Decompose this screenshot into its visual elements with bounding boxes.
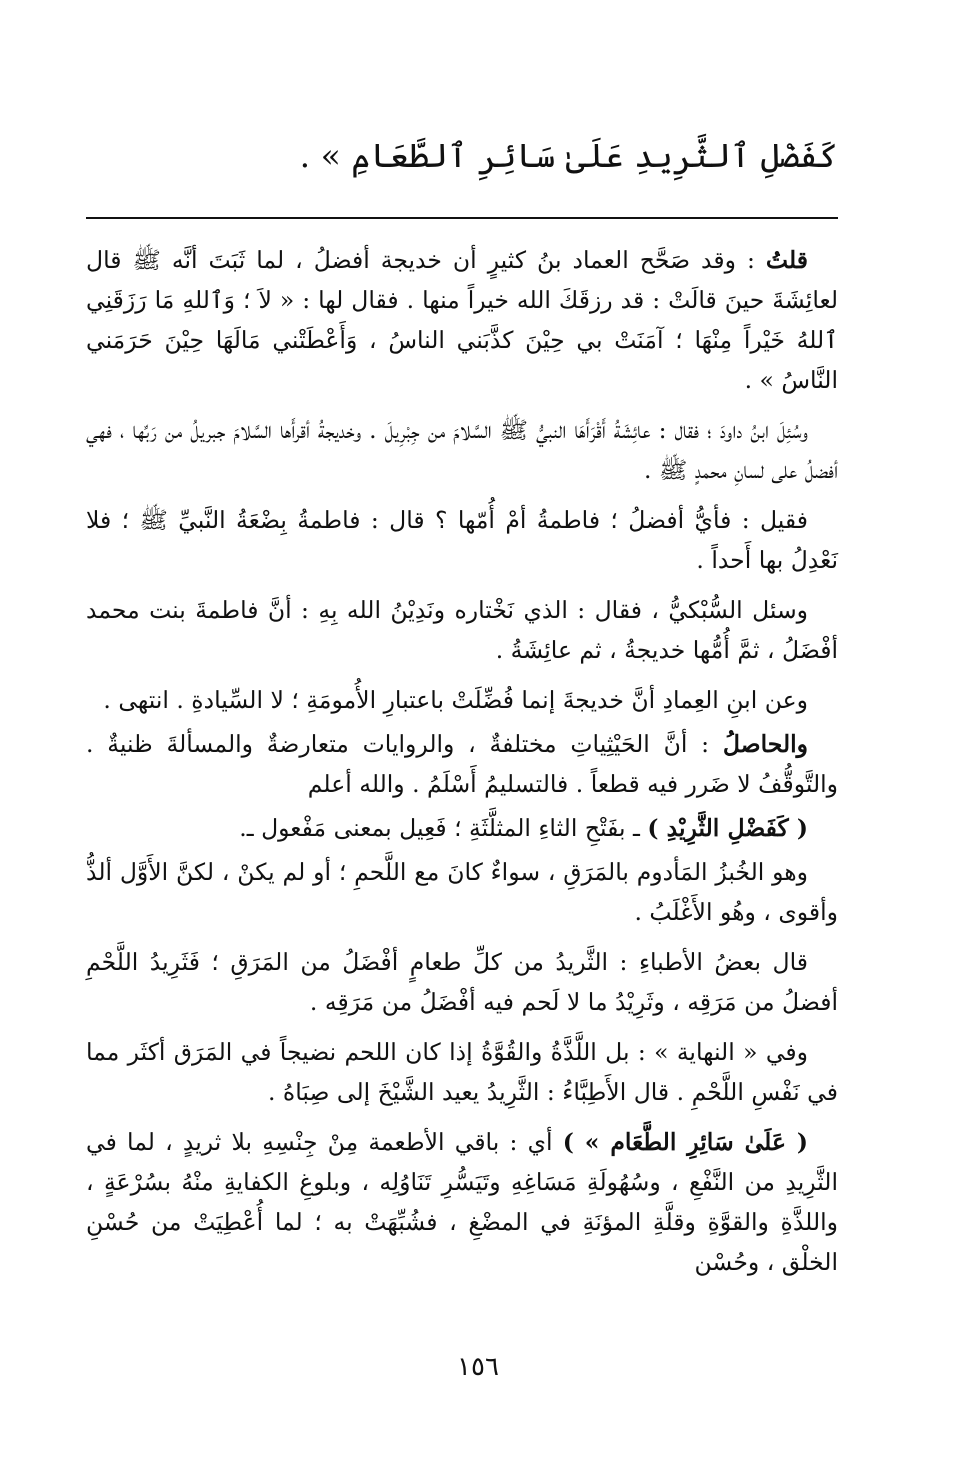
paragraph-text: وفي « النهاية » : بل اللَّذَّةُ والقُوَّةُ إذا كان اللحم نضيجاً في المَرَق أكثَر مما في نَفْسِ اللَّحْمِ . قال الأَطِبَّاءُ : الثَّرِيدُ يعيد الشَّيْخَ إلى صِبَاهُ .	[86, 1038, 838, 1106]
commentary-paragraph	[86, 808, 838, 848]
commentary-paragraph	[86, 410, 838, 490]
commentary-section	[86, 240, 838, 1292]
commentary-paragraph	[86, 942, 838, 1022]
paragraph-lead: ( كَفَضْلِ الثَّرِيْدِ )	[647, 814, 808, 842]
paragraph-text: وعن ابنِ العِمادِ أنَّ خديجةَ إنما فُضِّلَتْ باعتبارِ الأُمومَةِ ؛ لا السِّيادةِ . انتهى .	[103, 686, 808, 714]
paragraph-lead: قلتُ	[765, 246, 808, 274]
paragraph-text: وسئل السُّبْكيُّ ، فقال : الذي نَخْتاره ونَدِيْنُ الله بِهِ : أنَّ فاطمةَ بنت محمد أفْضَلُ ، ثمَّ أُمُّها خديجةُ ، ثم عائِشَةُ .	[86, 596, 838, 664]
paragraph-text: : أنَّ الحَيْثِياتِ مختلفةٌ ، والروايات متعارضةٌ والمسألةَ ظنيةٌ . والتَّوقُّفُ لا ضَرر فيه قطعاً . فالتسليمُ أَسْلَمُ . والله أعلم	[86, 730, 838, 798]
footnote-separator-rule	[86, 217, 838, 219]
paragraph-text: : وقد صَحَّح العماد بنُ كثيرٍ أن خديجة أفضلُ ، لما ثَبَتَ أنَّه ﷺ قال لعائِشَةَ حينَ قالَتْ : قد رزقَكَ الله خيراً منها . فقال لها : « لاَ ؛ وَٱللهِ مَا رَزَقَنِي ٱللهُ خَيْراً مِنْهَا ؛ آمَنَتْ بي حِيْنَ كذَّبَني الناسُ ، وَأَعْطَتْني مَالَهَا حِيْنَ حَرَمَني النَّاسُ » .	[86, 246, 838, 394]
commentary-paragraph	[86, 240, 838, 400]
commentary-paragraph	[86, 590, 838, 670]
commentary-paragraph	[86, 680, 838, 720]
commentary-paragraph	[86, 724, 838, 804]
paragraph-text: فقيل : فأيُّ أفضلُ ؛ فاطمةُ أمْ أُمّها ؟ قال : فاطمةُ بِضْعَةُ النَّبيِّ ﷺ ؛ فلا نَعْدِلُ بها أَحداً .	[86, 506, 838, 574]
page-number: ١٥٦	[457, 1352, 499, 1382]
paragraph-text: وهو الخُبزُ المَأدوم بالمَرَقِ ، سواءٌ كانَ مع اللَّحمِ ؛ أو لم يكنْ ، لكنَّ الأَوَّل ألذُّ وأقوى ، وهُو الأَغْلَبُ .	[86, 858, 838, 926]
paragraph-text: ـ بفَتْحِ الثاءِ المثلَّثَةِ ؛ فَعِيل بمعنى مَفْعول ـ.	[239, 814, 648, 842]
commentary-paragraph	[86, 1122, 838, 1282]
commentary-paragraph	[86, 852, 838, 932]
paragraph-lead: ( عَلَىٰ سَائِرِ الطَّعَام » )	[562, 1128, 808, 1156]
commentary-paragraph	[86, 500, 838, 580]
commentary-paragraph	[86, 1032, 838, 1112]
paragraph-lead: والحاصلُ	[722, 730, 808, 758]
hadith-text-line: كَفَضْلِ ٱلثَّرِيدِ عَلَىٰ سَائِرِ ٱلطَّعَامِ » .	[299, 136, 838, 175]
paragraph-text: قال بعضُ الأطباءِ : الثَّريدُ من كلِّ طعامٍ أفْضَلُ من المَرَقِ ؛ فَثَرِيدُ اللَّحْمِ أفضلُ من مَرَقِه ، وثَرِيْدُ ما لا لَحم فيه أفْضَلُ من مَرَقِه .	[86, 948, 838, 1016]
paragraph-text: أي : باقي الأطعمة مِنْ جِنْسِهِ بلا ثريدٍ ، لما في الثَّرِيدِ من النَّفْعِ ، وسُهُولَةِ مَسَاغِهِ وتَيَسُّرِ تَنَاوُلِه ، وبلوغِ الكفايةِ منْهُ بسُرْعَةٍ ، واللذَّةِ والقوَّةِ وقلَّةِ المؤنَةِ في المضْغِ ، فشُبِّهَتْ به ؛ لما أُعْطِيَتْ من حُسْنِ الخلْق ، وحُسْن	[86, 1128, 838, 1276]
paragraph-text: وسُئِلَ ابنُ داودَ ؛ فقال : عائِشَةُ أَقْرَأَهَا النبيُّ ﷺ السَّلامَ من جِبْرِيلَ . وخديجةُ أقرأَها السَّلامَ جبريلُ من رَبِّها ، فهي أفضلُ على لسانِ محمدٍ ﷺ .	[86, 416, 838, 484]
